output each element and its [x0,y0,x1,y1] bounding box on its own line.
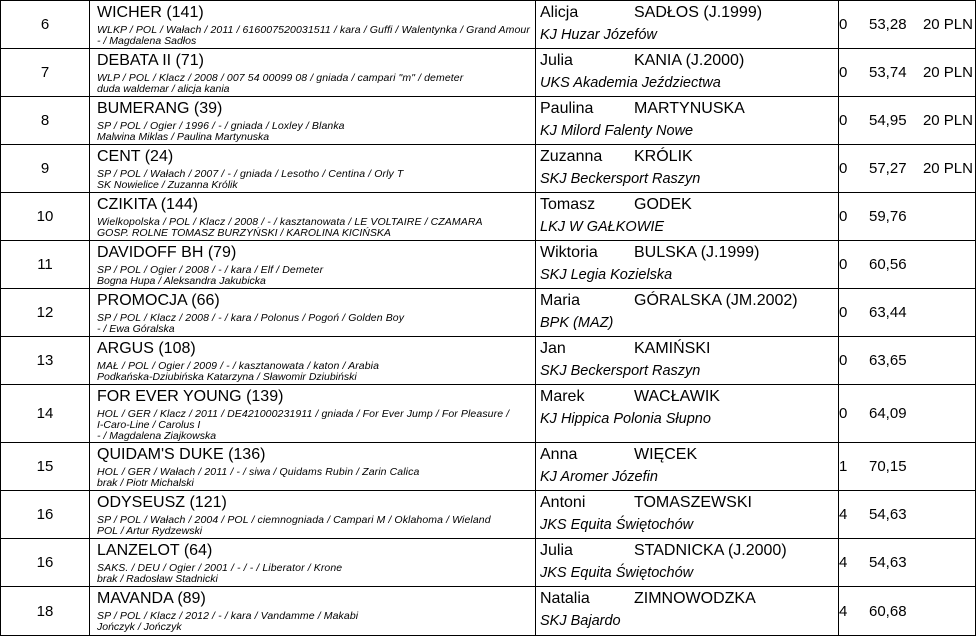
rider-last-name: WACŁAWIK [634,388,720,405]
horse-name: CZIKITA (144) [97,196,199,213]
rider-club: JKS Equita Świętochów [540,565,694,581]
rider-name [540,493,838,512]
faults-value: 0 [839,405,848,422]
horse-info: WLP / POL / Klacz / 2008 / 007 54 00099 08 / gniada / campari "m" / demeter [97,72,464,84]
result-cell [839,385,976,443]
horse-info: HOL / GER / Wałach / 2011 / - / siwa / Quidams Rubin / Zarin Calica [97,466,420,478]
rider-name [540,445,838,464]
table-row [1,337,976,385]
horse-cell [90,443,536,491]
rider-first-name: Alicja [540,4,579,21]
table-row [1,491,976,539]
horse-info: SP / POL / Ogier / 2008 / - / kara / Elf / Demeter [97,264,324,276]
rider-club: KJ Hippica Polonia Słupno [540,411,711,427]
horse-cell [90,385,536,443]
result-cell [839,49,976,97]
owner-text: - / Ewa Góralska [97,323,175,335]
rider-last-name: GODEK [634,196,692,213]
horse-cell [90,97,536,145]
rider-club: SKJ Legia Kozielska [540,267,673,283]
rider-name [540,51,838,70]
rider-first-name: Paulina [540,100,594,117]
horse-cell [90,539,536,587]
rider-first-name: Wiktoria [540,244,598,261]
rider-last-name: ZIMNOWODZKA [634,590,756,607]
table-row [1,443,976,491]
horse-cell [90,241,536,289]
rider-name [540,589,838,608]
rider-name [540,291,838,310]
rider-first-name: Tomasz [540,196,596,213]
place-cell: 15 [1,443,90,491]
time-value: 70,15 [869,458,907,475]
horse-info: SP / POL / Ogier / 1996 / - / gniada / Loxley / Blanka [97,120,345,132]
horse-info: WLKP / POL / Wałach / 2011 / 616007520031511 / kara / Guffi / Walentynka / Grand Amour [97,24,530,36]
rider-first-name: Julia [540,52,573,69]
prize-value: 20 PLN [922,112,973,129]
rider-first-name: Zuzanna [540,148,603,165]
horse-name: CENT (24) [97,148,174,165]
place-cell: 12 [1,289,90,337]
place-cell: 16 [1,539,90,587]
owner-text: duda waldemar / alicja kania [97,83,230,95]
time-value: 63,44 [869,304,907,321]
result-cell [839,337,976,385]
horse-name: ARGUS (108) [97,340,196,357]
prize-value [913,554,975,571]
prize-value [913,458,975,475]
prize-value [913,256,975,273]
faults-value: 0 [839,64,848,81]
result-cell [839,587,976,636]
rider-club: SKJ Bajardo [540,613,621,629]
time-value: 60,68 [869,602,907,620]
horse-name: ODYSEUSZ (121) [97,494,227,511]
time-value: 57,27 [869,160,907,177]
prize-value: 20 PLN [922,160,973,177]
owner-text-2: - / Magdalena Ziajkowska [97,430,217,442]
prize-value [913,304,975,321]
rider-last-name: WIĘCEK [634,446,698,463]
place-cell: 18 [1,587,90,636]
prize-value: 20 PLN [922,64,973,81]
rider-name [540,339,838,358]
owner-text: Podkańska-Dziubińska Katarzyna / Sławomir Dziubiński [97,371,357,383]
rider-cell [536,587,839,636]
horse-name: DAVIDOFF BH (79) [97,244,237,261]
rider-club: KJ Aromer Józefin [540,469,658,485]
faults-value: 0 [839,16,848,33]
rider-cell [536,289,839,337]
result-cell [839,491,976,539]
horse-info: MAŁ / POL / Ogier / 2009 / - / kasztanowata / katon / Arabia [97,360,380,372]
horse-name: LANZELOT (64) [97,542,213,559]
result-cell [839,241,976,289]
rider-cell [536,491,839,539]
owner-text: brak / Piotr Michalski [97,477,194,489]
owner-text: Malwina Miklas / Paulina Martynuska [97,131,270,143]
rider-club: JKS Equita Świętochów [540,517,694,533]
prize-value [913,405,975,422]
horse-name: PROMOCJA (66) [97,292,220,309]
rider-first-name: Marek [540,388,585,405]
table-row [1,539,976,587]
rider-first-name: Anna [540,446,578,463]
rider-first-name: Maria [540,292,581,309]
time-value: 53,28 [869,16,907,33]
place-cell: 9 [1,145,90,193]
table-row [1,385,976,443]
place-cell: 13 [1,337,90,385]
horse-cell [90,289,536,337]
prize-value [913,352,975,369]
table-row [1,97,976,145]
time-value: 53,74 [869,64,907,81]
faults-value: 0 [839,112,848,129]
rider-club: SKJ Beckersport Raszyn [540,363,701,379]
prize-value [913,603,975,620]
rider-club: UKS Akademia Jeździectwa [540,75,721,91]
faults-value: 0 [839,208,848,225]
rider-cell [536,539,839,587]
rider-name [540,3,838,22]
horse-name: WICHER (141) [97,4,204,21]
rider-cell [536,145,839,193]
time-value: 60,56 [869,256,907,273]
rider-last-name: STADNICKA (J.2000) [634,542,787,559]
result-cell [839,443,976,491]
horse-cell [90,587,536,636]
rider-last-name: BULSKA (J.1999) [634,244,760,261]
faults-value: 4 [839,602,848,620]
rider-last-name: GÓRALSKA (JM.2002) [634,292,798,309]
place-cell: 8 [1,97,90,145]
horse-cell [90,491,536,539]
horse-info: SAKS. / DEU / Ogier / 2001 / - / - / Liberator / Krone [97,562,343,574]
time-value: 59,76 [869,208,907,225]
owner-text: Bogna Hupa / Aleksandra Jakubicka [97,275,266,287]
prize-value: 20 PLN [922,16,973,33]
horse-name: QUIDAM'S DUKE (136) [97,446,266,463]
result-cell [839,1,976,49]
horse-info: HOL / GER / Klacz / 2011 / DE421000231911 / gniada / For Ever Jump / For Pleasure / [97,408,510,420]
table-row [1,1,976,49]
rider-cell [536,241,839,289]
table-row [1,145,976,193]
table-row [1,193,976,241]
owner-text: SK Nowielice / Zuzanna Królik [97,179,238,191]
table-row [1,49,976,97]
place-cell: 6 [1,1,90,49]
faults-value: 0 [839,256,848,273]
horse-cell [90,1,536,49]
rider-last-name: KRÓLIK [634,148,693,165]
horse-info: SP / POL / Klacz / 2008 / - / kara / Polonus / Pogoń / Golden Boy [97,312,405,324]
rider-name [540,195,838,214]
rider-last-name: TOMASZEWSKI [634,494,752,511]
place-cell: 14 [1,385,90,443]
rider-last-name: SADŁOS (J.1999) [634,4,763,21]
time-value: 64,09 [869,405,907,422]
rider-first-name: Julia [540,542,573,559]
rider-club: SKJ Beckersport Raszyn [540,171,701,187]
rider-last-name: KAMIŃSKI [634,340,711,357]
horse-name: MAVANDA (89) [97,590,206,607]
rider-name [540,541,838,560]
owner-text: - / Magdalena Sadłos [97,35,197,47]
faults-value: 1 [839,458,848,475]
faults-value: 4 [839,554,848,571]
horse-cell [90,193,536,241]
owner-text: I-Caro-Line / Carolus I [97,419,201,431]
rider-name [540,99,838,118]
rider-cell [536,443,839,491]
rider-club: BPK (MAZ) [540,315,614,331]
horse-info: SP / POL / Klacz / 2012 / - / kara / Vandamme / Makabi [97,610,359,622]
faults-value: 0 [839,352,848,369]
rider-name [540,147,838,166]
owner-text: GOSP. ROLNE TOMASZ BURZYŃSKI / KAROLINA KICIŃSKA [97,227,391,239]
rider-name [540,387,838,406]
rider-first-name: Jan [540,340,566,357]
rider-name [540,243,838,262]
rider-cell [536,1,839,49]
prize-value [913,506,975,523]
place-cell: 7 [1,49,90,97]
horse-cell [90,49,536,97]
table-row [1,289,976,337]
place-cell: 10 [1,193,90,241]
rider-first-name: Antoni [540,494,586,511]
owner-text: brak / Radosław Stadnicki [97,573,218,585]
faults-value: 0 [839,160,848,177]
time-value: 54,63 [869,506,907,523]
horse-cell [90,145,536,193]
horse-info: SP / POL / Wałach / 2007 / - / gniada / Lesotho / Centina / Orly T [97,168,404,180]
horse-cell [90,337,536,385]
time-value: 54,95 [869,112,907,129]
horse-info: Wielkopolska / POL / Klacz / 2008 / - / kasztanowata / LE VOLTAIRE / CZAMARA [97,216,483,228]
prize-value [913,208,975,225]
result-cell [839,145,976,193]
rider-club: LKJ W GAŁKOWIE [540,219,665,235]
result-cell [839,193,976,241]
rider-cell [536,193,839,241]
owner-text: Jończyk / Jończyk [97,621,182,633]
table-row [1,241,976,289]
rider-cell [536,97,839,145]
result-cell [839,97,976,145]
table-row [1,587,976,636]
rider-cell [536,49,839,97]
rider-cell [536,337,839,385]
rider-cell [536,385,839,443]
faults-value: 0 [839,304,848,321]
place-cell: 16 [1,491,90,539]
owner-text: POL / Artur Rydzewski [97,525,203,537]
horse-name: DEBATA II (71) [97,52,204,69]
time-value: 54,63 [869,554,907,571]
result-cell [839,539,976,587]
horse-name: BUMERANG (39) [97,100,223,117]
rider-last-name: KANIA (J.2000) [634,52,745,69]
rider-first-name: Natalia [540,590,590,607]
rider-club: KJ Huzar Józefów [540,27,657,43]
rider-last-name: MARTYNUSKA [634,100,745,117]
horse-name: FOR EVER YOUNG (139) [97,388,284,405]
faults-value: 4 [839,506,848,523]
result-cell [839,289,976,337]
horse-info: SP / POL / Wałach / 2004 / POL / ciemnogniada / Campari M / Oklahoma / Wieland [97,514,491,526]
rider-club: KJ Milord Falenty Nowe [540,123,694,139]
time-value: 63,65 [869,352,907,369]
place-cell: 11 [1,241,90,289]
